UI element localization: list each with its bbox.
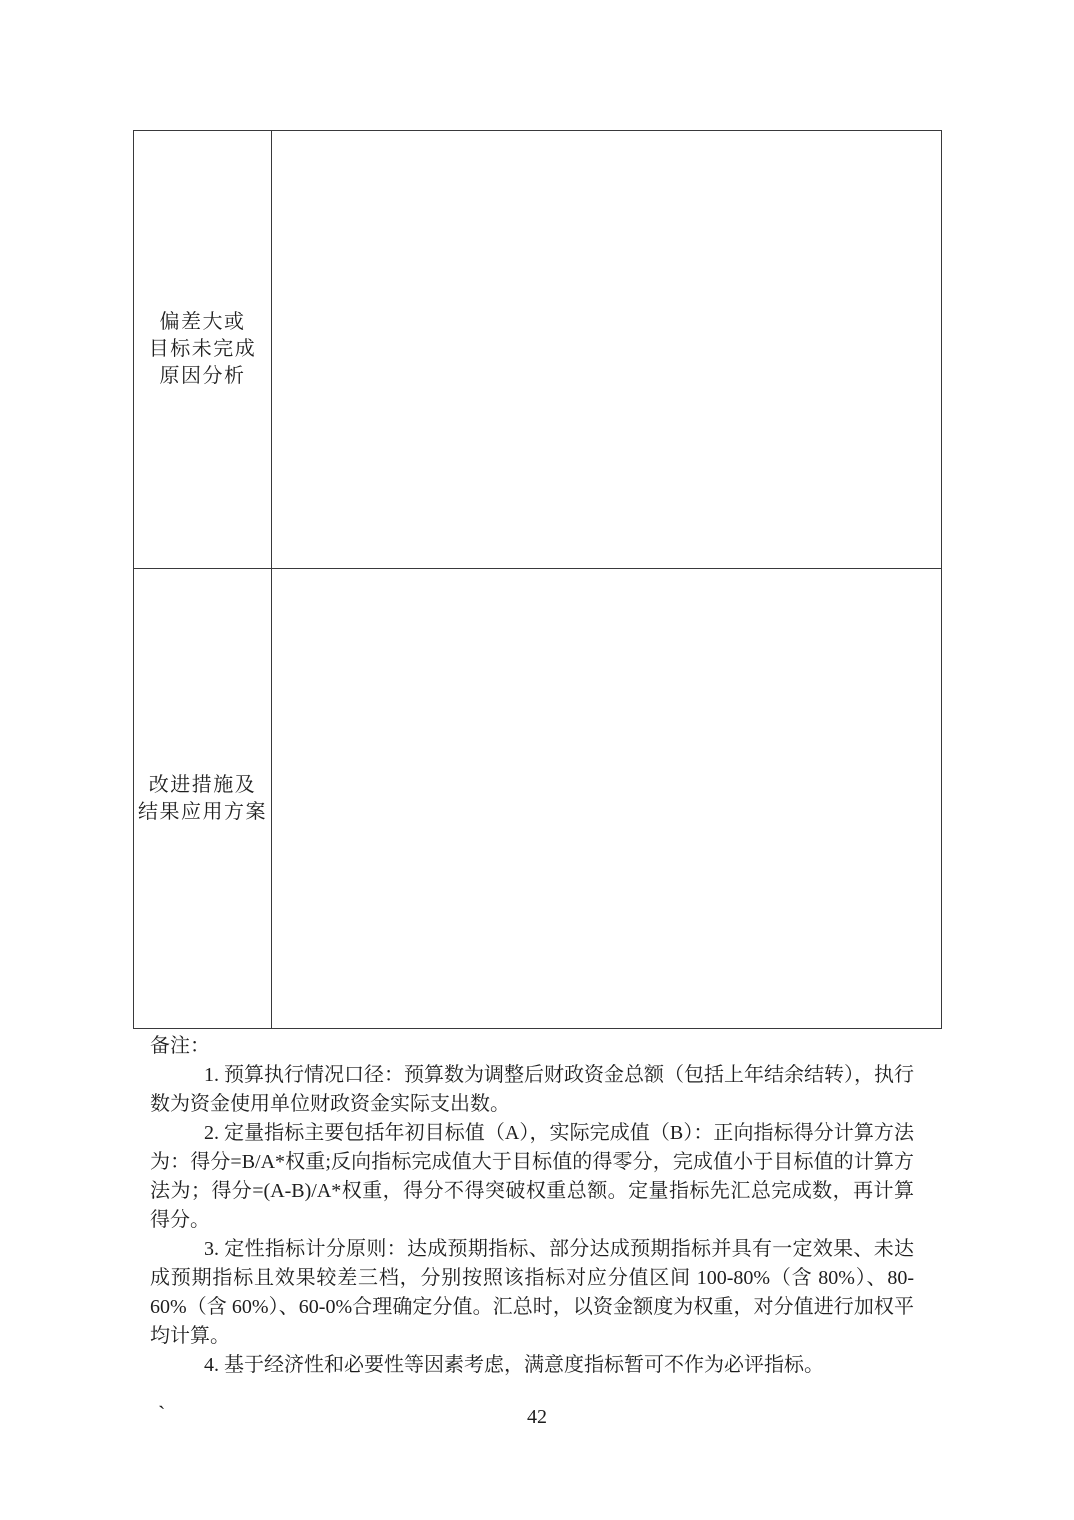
remarks-item-1: 1. 预算执行情况口径：预算数为调整后财政资金总额（包括上年结余结转），执行数为资金使用单位财政资金实际支出数。 xyxy=(150,1064,914,1115)
row-label-line: 改进措施及 xyxy=(148,773,257,796)
row-label-cell xyxy=(134,569,272,1028)
table-row-improvement-plan xyxy=(134,569,941,1028)
remarks-section xyxy=(150,1032,914,1380)
page-number: 42 xyxy=(527,1406,547,1428)
remarks-item-4: 4. 基于经济性和必要性等因素考虑，满意度指标暂可不作为必评指标。 xyxy=(204,1354,824,1376)
remarks-item-2: 2. 定量指标主要包括年初目标值（A），实际完成值（B）：正向指标得分计算方法为：得分=B/A*权重;反向指标完成值大于目标值的得零分，完成值小于目标值的计算方法为；得分=(A-B)/A*权重，得分不得突破权重总额。定量指标先汇总完成数，再计算得分。 xyxy=(150,1122,914,1231)
stray-backtick-mark: ` xyxy=(158,1401,166,1426)
table-row-deviation-analysis xyxy=(134,131,941,569)
row-label-line: 原因分析 xyxy=(159,365,246,387)
row-label-line: 结果应用方案 xyxy=(138,800,267,823)
row-label-line: 偏差大或 xyxy=(159,311,246,333)
row-label-line: 目标未完成 xyxy=(148,338,257,360)
remarks-item-3: 3. 定性指标计分原则：达成预期指标、部分达成预期指标并具有一定效果、未达成预期指标且效果较差三档，分别按照该指标对应分值区间 100-80%（含 80%）、80-60%（含 60%）、60-0%合理确定分值。汇总时，以资金额度为权重，对分值进行加权平均计算。 xyxy=(150,1238,914,1347)
evaluation-form-table xyxy=(133,130,942,1029)
remarks-title: 备注： xyxy=(150,1035,210,1057)
deviation-analysis-input-area[interactable] xyxy=(272,131,941,568)
row-label-cell xyxy=(134,131,272,568)
improvement-plan-input-area[interactable] xyxy=(272,569,941,1028)
